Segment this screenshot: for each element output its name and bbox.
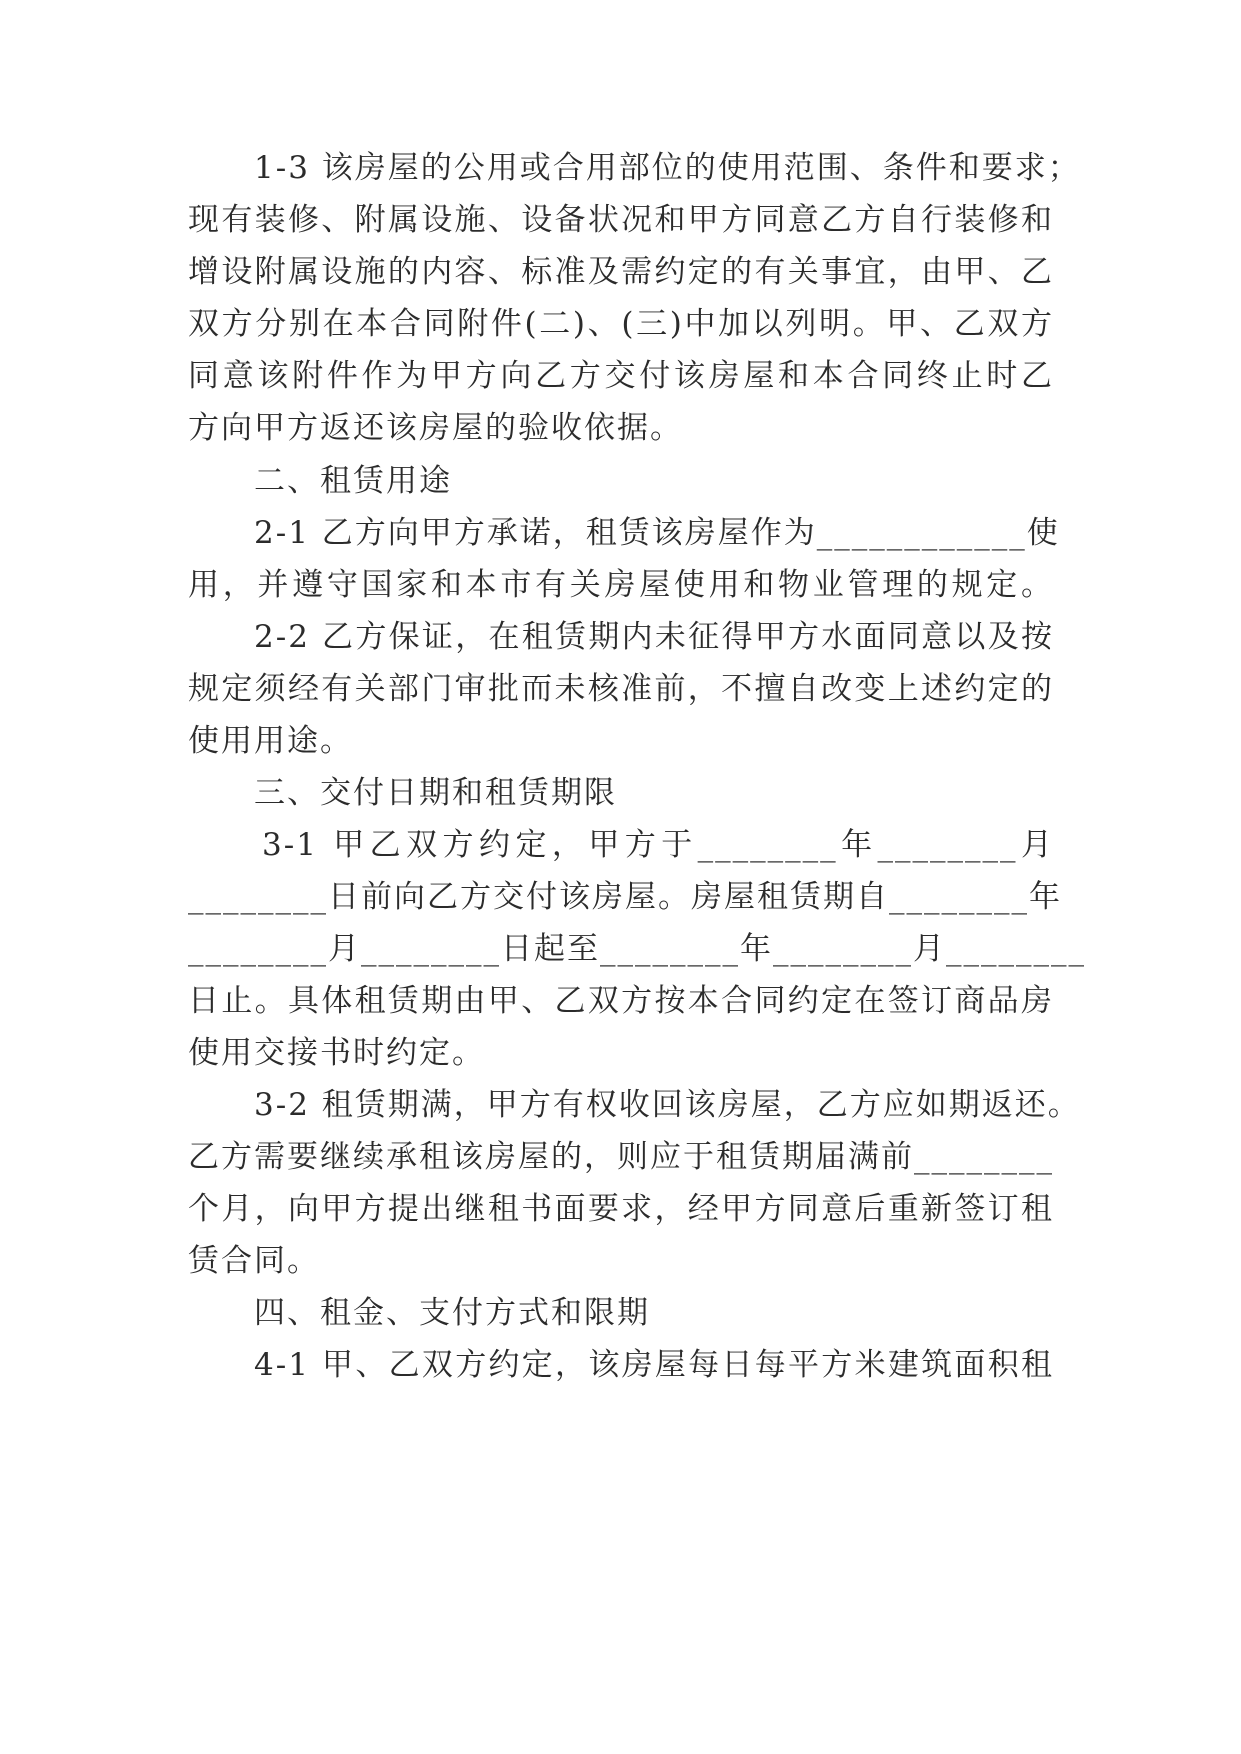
clause-2-2-line-2: 规定须经有关部门审批而未核准前，不擅自改变上述约定的 [188,671,1054,707]
clause-3-1-line-1: 3-1 甲乙双方约定，甲方于________年________月 [262,827,1054,863]
clause-3-2-line-1: 3-2 租赁期满，甲方有权收回该房屋，乙方应如期返还。 [254,1087,1081,1123]
clause-2-1-line-2: 用，并遵守国家和本市有关房屋使用和物业管理的规定。 [188,567,1054,603]
clause-3-1-line-4: 日止。具体租赁期由甲、乙双方按本合同约定在签订商品房 [188,983,1054,1019]
section-heading-3: 三、交付日期和租赁期限 [254,775,617,811]
clause-1-3-line-6: 方向甲方返还该房屋的验收依据。 [188,410,683,446]
clause-3-2-line-2: 乙方需要继续承租该房屋的，则应于租赁期届满前________ [188,1139,1054,1175]
clause-2-2-line-1: 2-2 乙方保证，在租赁期内未征得甲方水面同意以及按 [254,619,1054,655]
clause-1-3-line-2: 现有装修、附属设施、设备状况和甲方同意乙方自行装修和 [188,202,1054,238]
clause-1-3-line-4: 双方分别在本合同附件(二)、(三)中加以列明。甲、乙双方 [188,306,1054,342]
clause-3-1-line-2: ________日前向乙方交付该房屋。房屋租赁期自________年 [188,879,1062,915]
clause-3-2-line-4: 赁合同。 [188,1243,320,1279]
clause-3-2-line-3: 个月，向甲方提出继租书面要求，经甲方同意后重新签订租 [188,1191,1054,1227]
clause-3-1-line-3: ________月________日起至________年________月________ [188,931,1086,967]
section-heading-4: 四、租金、支付方式和限期 [254,1295,650,1331]
clause-2-1-line-1: 2-1 乙方向甲方承诺，租赁该房屋作为____________使 [254,515,1060,551]
clause-2-2-line-3: 使用用途。 [188,723,353,759]
clause-1-3-line-1: 1-3 该房屋的公用或合用部位的使用范围、条件和要求； [254,150,1081,186]
clause-1-3-line-5: 同意该附件作为甲方向乙方交付该房屋和本合同终止时乙 [188,358,1054,394]
section-heading-2: 二、租赁用途 [254,463,452,499]
clause-3-1-line-5: 使用交接书时约定。 [188,1035,485,1071]
clause-4-1-line-1: 4-1 甲、乙双方约定，该房屋每日每平方米建筑面积租 [254,1347,1054,1383]
clause-1-3-line-3: 增设附属设施的内容、标准及需约定的有关事宜，由甲、乙 [188,254,1054,290]
